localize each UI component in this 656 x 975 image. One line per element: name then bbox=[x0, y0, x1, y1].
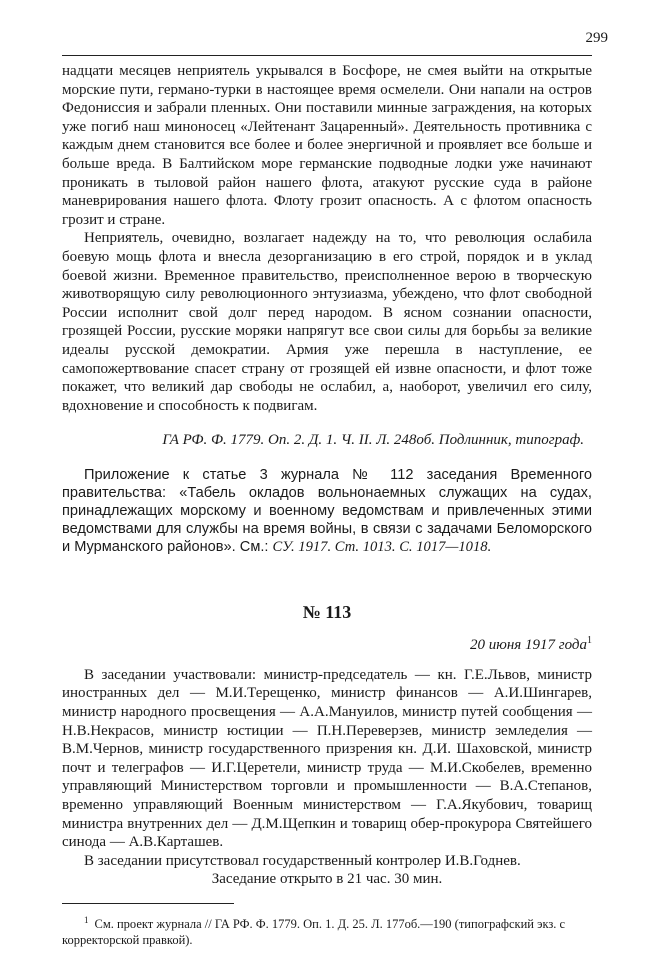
document-number: № 113 bbox=[302, 601, 352, 622]
footnote-rule bbox=[62, 903, 234, 904]
page-content bbox=[62, 62, 592, 948]
footnote bbox=[62, 912, 592, 948]
appendix-text: Приложение к статье 3 журнала № 112 заседания Временного правительства: «Табель окладов вольнонаемных служащих на судах, принадлежащих морскому и военному ведомствам и привлеченных этими ведомствами для службы на время войны, в связи с задачами Беломорского и Мурманского районов». См.: bbox=[62, 466, 592, 555]
header-rule bbox=[62, 55, 592, 56]
continuation-paragraph-1: надцати месяцев неприятель укрывался в Босфоре, не смея выйти на открытые морские пути, германо-турки в настоящее время осмелели. Они напали на остров Федониссия и забрали пленных. Они поставили минные заграждения, на которых уже погиб наш миноносец «Лейтенант Зацаренный». Деятельность противника с каждым днем становится все более и более энергичной и проявляет все больше и больше вреда. В Балтийском море германские подводные лодки уже начинают проникать в тыловой район нашего флота, атакуют русские суда в районе маневрирования нашего флота. Флоту грозит опасность. А с флотом опасность грозит и стране. bbox=[62, 63, 592, 228]
appendix-note bbox=[62, 466, 592, 556]
session-opened: Заседание открыто в 21 час. 30 мин. bbox=[211, 871, 443, 888]
document-date-text: 20 июня 1917 года bbox=[470, 636, 587, 653]
appendix-ref: СУ. 1917. Ст. 1013. С. 1017—1018. bbox=[272, 538, 492, 555]
document-date bbox=[62, 635, 592, 654]
participants-paragraph: В заседании участвовали: министр-председатель — кн. Г.Е.Львов, министр иностранных дел — М.И.Терещенко, министр финансов — А.И.Шингарев, министр народного просвещения — А.А.Мануилов, министр путей сообщения — Н.В.Некрасов, министр юстиции — П.Н.Переверзев, министр земледелия — В.М.Чернов, министр государственного призрения кн. Д.И. Шаховской, министр почт и телеграфов — И.Г.Церетели, министр труда — М.И.Скобелев, временно управляющий Министерством торговли и промышленности — В.А.Степанов, временно управляющий Военным министерством — Г.А.Якубович, товарищ министра внутренних дел — Д.М.Щепкин и товарищ обер-прокурора Святейшего синода — А.В.Карташев. bbox=[62, 666, 592, 851]
date-footnote-marker: 1 bbox=[587, 634, 592, 646]
footnote-text: См. проект журнала // ГА РФ. Ф. 1779. Оп. 1. Д. 25. Л. 177об.—190 (типографский экз. с корректорской правкой). bbox=[62, 917, 566, 948]
page-number: 299 bbox=[585, 30, 608, 46]
continuation-paragraph-2: Неприятель, очевидно, возлагает надежду на то, что революция ослабила боевую мощь флота и внесла дезорганизацию в его строй, порядок и в уклад боевой жизни. Временное правительство, преисполненное верою в творческую животворящую силу революционного энтузиазма, убеждено, что флот свободной России исполнит свой долг перед народом. В ясном сознании опасности, грозящей России, русские моряки напрягут все свои силы для борьбы за великие идеалы русской демократии. Армия уже перешла в наступление, ее самопожертвование спасет страну от грозящей ей извне опасности, и флот тоже покажет, что великий дар свободы не ослабил, а, наоборот, увеличил его силу, вдохновение и способность к подвигам. bbox=[62, 230, 592, 414]
footnote-marker: 1 bbox=[84, 915, 89, 925]
present-paragraph: В заседании присутствовал государственный контролер И.В.Годнев. bbox=[84, 852, 521, 869]
archive-source: ГА РФ. Ф. 1779. Оп. 2. Д. 1. Ч. II. Л. 248об. Подлинник, типограф. bbox=[162, 432, 584, 449]
